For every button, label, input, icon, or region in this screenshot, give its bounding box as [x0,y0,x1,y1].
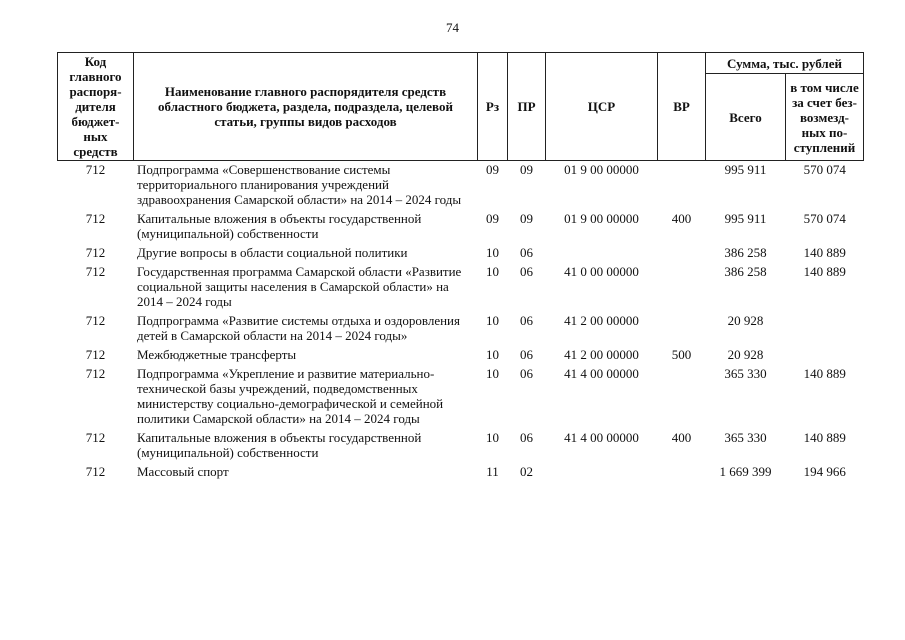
cell-name: Государственная программа Самарской области «Развитие социальной защиты населения в Самарской области» на 2014 – 2024 годы [137,264,462,309]
cell-name: Межбюджетные трансферты [137,347,297,362]
cell-csr: 01 9 00 00000 [564,211,639,226]
header-incl: в том числе за счет без-возмезд-ных по-ступлений [786,74,864,161]
header-vr: ВР [658,53,706,161]
cell-vr: 500 [671,347,692,362]
table-row [58,210,864,244]
cell-name: Другие вопросы в области социальной политики [137,245,408,260]
cell-incl: 140 889 [803,264,846,279]
cell-rz: 10 [486,264,499,279]
cell-csr [546,244,658,263]
cell-csr: 41 0 00 00000 [564,264,639,279]
cell-incl [786,312,864,346]
cell-name: Подпрограмма «Совершенствование системы территориального планирования учреждений здравоохранения Самарской области» на 2014 – 2024 годы [137,162,462,207]
cell-code: 712 [85,366,106,381]
table-row [58,429,864,463]
cell-incl: 140 889 [803,430,846,445]
cell-vr [658,263,706,312]
cell-pr: 06 [520,347,533,362]
cell-incl: 140 889 [803,366,846,381]
cell-pr: 09 [520,162,533,177]
cell-code: 712 [85,264,106,279]
cell-name: Капитальные вложения в объекты государственной (муниципальной) собственности [137,430,422,460]
cell-csr: 41 4 00 00000 [564,430,639,445]
cell-incl: 140 889 [803,245,846,260]
budget-table [57,52,864,482]
cell-total: 995 911 [724,211,767,226]
cell-code: 712 [85,162,106,177]
cell-rz: 10 [486,313,499,328]
cell-code: 712 [85,245,106,260]
table-row [58,312,864,346]
cell-total: 995 911 [724,162,767,177]
cell-incl: 570 074 [803,211,846,226]
header-rz: Рз [478,53,508,161]
cell-code: 712 [85,464,106,479]
header-name: Наименование главного распорядителя средств областного бюджета, раздела, подраздела, целевой статьи, группы видов расходов [134,53,478,161]
cell-code: 712 [85,211,106,226]
cell-csr [546,463,658,482]
cell-pr: 06 [520,264,533,279]
cell-name: Капитальные вложения в объекты государственной (муниципальной) собственности [137,211,422,241]
cell-pr: 06 [520,313,533,328]
header-code: Код главного распоря-дителя бюджет-ных средств [58,53,134,161]
table-header [58,53,864,161]
cell-rz: 09 [486,211,499,226]
cell-name: Подпрограмма «Укрепление и развитие материально-технической базы учреждений, подведомственных министерству социально-демографической и семейной политики Самарской области» на 2014 – 2024 годы [137,366,444,426]
header-sum: Сумма, тыс. рублей [706,53,864,74]
cell-total: 386 258 [724,264,767,279]
cell-pr: 02 [520,464,533,479]
cell-total: 20 928 [727,313,764,328]
cell-incl [786,346,864,365]
cell-incl: 570 074 [803,162,846,177]
cell-vr [658,312,706,346]
cell-rz: 10 [486,245,499,260]
cell-pr: 06 [520,366,533,381]
cell-rz: 09 [486,162,499,177]
cell-rz: 10 [486,347,499,362]
cell-vr [658,365,706,429]
cell-code: 712 [85,313,106,328]
cell-total: 365 330 [724,430,767,445]
table-row [58,161,864,211]
cell-vr [658,463,706,482]
cell-csr: 01 9 00 00000 [564,162,639,177]
cell-incl: 194 966 [803,464,846,479]
cell-rz: 10 [486,366,499,381]
cell-total: 386 258 [724,245,767,260]
cell-vr: 400 [671,211,692,226]
page-number: 74 [446,20,459,35]
header-total: Всего [706,74,786,161]
cell-csr: 41 2 00 00000 [564,313,639,328]
table-body [58,161,864,483]
cell-total: 1 669 399 [719,464,772,479]
table-row [58,244,864,263]
cell-name: Подпрограмма «Развитие системы отдыха и оздоровления детей в Самарской области на 2014 – 2024 годы» [137,313,460,343]
cell-code: 712 [85,430,106,445]
header-csr: ЦСР [546,53,658,161]
table-row [58,263,864,312]
header-pr: ПР [508,53,546,161]
cell-rz: 11 [486,464,499,479]
cell-vr [658,244,706,263]
cell-vr: 400 [671,430,692,445]
cell-csr: 41 2 00 00000 [564,347,639,362]
cell-pr: 09 [520,211,533,226]
cell-code: 712 [85,347,106,362]
cell-total: 365 330 [724,366,767,381]
cell-name: Массовый спорт [137,464,229,479]
table-row [58,365,864,429]
cell-total: 20 928 [727,347,764,362]
table-row [58,346,864,365]
cell-rz: 10 [486,430,499,445]
cell-pr: 06 [520,430,533,445]
table-row [58,463,864,482]
cell-vr [658,161,706,211]
cell-pr: 06 [520,245,533,260]
cell-csr: 41 4 00 00000 [564,366,639,381]
